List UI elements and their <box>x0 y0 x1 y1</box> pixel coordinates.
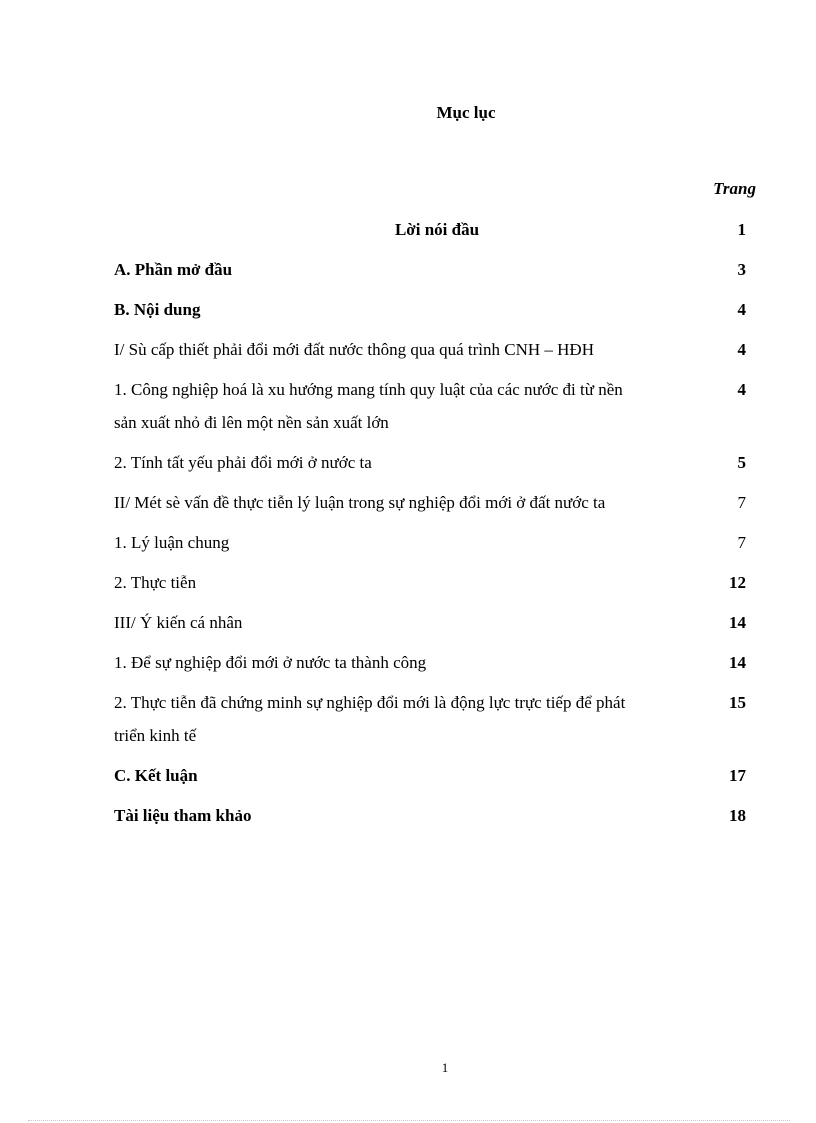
toc-entry-section-1-2 <box>114 446 746 479</box>
toc-entry-text: I/ Sù cấp thiết phải đổi mới đất nước thông qua quá trình CNH – HĐH <box>114 340 594 359</box>
toc-entry-page: 15 <box>729 693 746 712</box>
toc-entry-section-1-1 <box>114 373 746 439</box>
toc-entry-text: 2. Thực tiễn <box>114 573 197 592</box>
toc-entry-text-continued: sản xuất nhỏ đi lên một nền sản xuất lớn <box>114 413 389 432</box>
toc-entry-section-2-2 <box>114 566 746 599</box>
toc-entry-section-2-1 <box>114 526 746 559</box>
toc-entry-page: 12 <box>729 573 746 592</box>
toc-entry-text: 1. Công nghiệp hoá là xu hướng mang tính quy luật của các nước đi từ nền <box>114 380 623 399</box>
toc-entry-text: Lời nói đầu <box>394 220 480 239</box>
toc-entry-text: II/ Mét sè vấn đề thực tiễn lý luận trong sự nghiệp đổi mới ở đất nước ta <box>114 493 606 512</box>
toc-entry-page: 14 <box>729 653 746 672</box>
toc-entry-page: 4 <box>737 300 746 319</box>
toc-entry-section-3-1 <box>114 646 746 679</box>
toc-entry-introduction <box>114 253 746 286</box>
toc-entry-page: 3 <box>737 260 746 279</box>
toc-entry-preface <box>114 213 746 246</box>
toc-entry-text-continued: triển kinh tế <box>114 726 197 745</box>
toc-entry-page: 4 <box>737 340 746 359</box>
toc-entry-content <box>114 293 746 326</box>
toc-entry-references <box>114 799 746 832</box>
toc-entry-page: 18 <box>729 806 746 825</box>
toc-entry-page: 14 <box>729 613 746 632</box>
toc-entry-text: 2. Tính tất yếu phải đổi mới ở nước ta <box>114 453 372 472</box>
toc-entry-text: 1. Lý luận chung <box>114 533 230 552</box>
toc-entry-text: Tài liệu tham khảo <box>114 806 252 825</box>
toc-entry-page: 5 <box>737 453 746 472</box>
page-bottom-divider <box>28 1120 790 1121</box>
toc-entry-text: 2. Thực tiễn đã chứng minh sự nghiệp đổi mới là động lực trực tiếp để phát <box>114 693 626 712</box>
toc-entry-text: 1. Để sự nghiệp đổi mới ở nước ta thành công <box>114 653 427 672</box>
page-title: Mục lục <box>436 103 496 122</box>
toc-entry-page: 7 <box>737 493 746 512</box>
toc-entry-text: III/ Ý kiến cá nhân <box>114 613 243 632</box>
toc-entry-page: 1 <box>737 220 746 239</box>
toc-entry-conclusion <box>114 759 746 792</box>
footer-page-number: 1 <box>441 1060 449 1075</box>
toc-entry-section-1 <box>114 333 746 366</box>
toc-entry-text: C. Kết luận <box>114 766 198 785</box>
page-column-header: Trang <box>713 179 756 198</box>
toc-entry-text: B. Nội dung <box>114 300 201 319</box>
toc-entry-text: A. Phần mở đầu <box>114 260 233 279</box>
toc-entry-section-3-2 <box>114 686 746 752</box>
toc-entry-section-2 <box>114 486 746 519</box>
toc-entry-page: 4 <box>737 380 746 399</box>
toc-entry-section-3 <box>114 606 746 639</box>
toc-entry-page: 17 <box>729 766 746 785</box>
toc-entry-page: 7 <box>737 533 746 552</box>
